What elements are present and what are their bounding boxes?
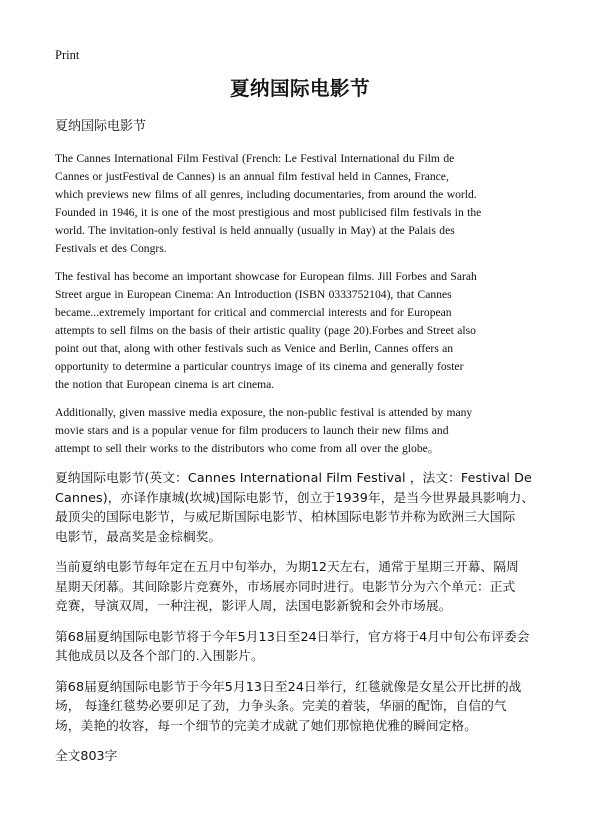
paragraph-line: 夏纳国际电影节(英文：Cannes International Film Festival ，法文：Festival De <box>55 470 532 485</box>
paragraph-line: Street argue in European Cinema: An Introduction (ISBN 0333752104), that Cannes <box>55 288 452 301</box>
paragraph-line: became...extremely important for critical and commercial interests and for European <box>55 306 452 319</box>
print-link[interactable]: Print <box>55 48 80 62</box>
paragraph-line: world. The invitation-only festival is held annually (usually in May) at the Palais des <box>55 224 455 237</box>
word-count: 全文803字 <box>55 748 118 763</box>
paragraph-line: 电影节，最高奖是金棕榈奖。 <box>55 528 222 544</box>
paragraph-line: 第68届夏纳国际电影节于今年5月13日至24日举行，红毯就像是女星公开比拼的战 <box>55 678 522 694</box>
article-body <box>55 150 550 765</box>
paragraph-line: 场，美艳的妆容，每一个细节的完美才成就了她们那惊艳优雅的瞬间定格。 <box>55 717 477 733</box>
paragraph-line: Additionally, given massive media exposure, the non-public festival is attended by many <box>55 406 473 419</box>
paragraph-line: Festivals et des Congrs. <box>55 242 167 255</box>
article-paragraph <box>55 627 550 666</box>
paragraph-line: 竞赛，导演双周，一种注视，影评人周，法国电影新貌和会外市场展。 <box>55 598 452 613</box>
paragraph-line: point out that, along with other festivals such as Venice and Berlin, Cannes offers an <box>55 342 454 355</box>
article-paragraph <box>55 150 550 258</box>
paragraph-line: The festival has become an important showcase for European films. Jill Forbes and Sarah <box>55 270 477 283</box>
paragraph-line: 其他成员以及各个部门的.入围影片。 <box>55 648 264 663</box>
article-paragraph <box>55 404 550 458</box>
paragraph-line: Founded in 1946, it is one of the most prestigious and most publicised film festivals in the <box>55 206 482 219</box>
paragraph-line: attempt to sell their works to the distributors who come from all over the globe。 <box>55 442 440 455</box>
article-paragraph <box>55 268 550 394</box>
paragraph-line: which previews new films of all genres, including documentaries, from around the world. <box>55 188 477 201</box>
article-paragraph <box>55 557 550 616</box>
article-paragraph <box>55 468 550 546</box>
paragraph-line: 第68届夏纳国际电影节将于今年5月13日至24日举行，官方将于4月中旬公布评委会 <box>55 628 530 644</box>
paragraph-line: Cannes)，亦译作康城(坎城)国际电影节，创立于1939年，是当今世界最具影响力、 <box>55 489 535 505</box>
paragraph-line: 星期天闭幕。其间除影片竞赛外，市场展亦同时进行。电影节分为六个单元：正式 <box>55 578 516 594</box>
paragraph-line: movie stars and is a popular venue for film producers to launch their new films and <box>55 424 449 437</box>
article-paragraph <box>55 677 550 736</box>
paragraph-line: opportunity to determine a particular countrys image of its cinema and generally foster <box>55 360 464 373</box>
paragraph-line: The Cannes International Film Festival (French: Le Festival International du Film de <box>55 152 455 165</box>
paragraph-line: Cannes or justFestival de Cannes) is an annual film festival held in Cannes, France, <box>55 170 449 183</box>
paragraph-line: 当前夏纳电影节每年定在五月中旬举办，为期12天左右，通常于星期三开幕、隔周 <box>55 559 519 574</box>
paragraph-line: 最顶尖的国际电影节，与威尼斯国际电影节、柏林国际电影节并称为欧洲三大国际 <box>55 509 516 524</box>
paragraph-line: the notion that European cinema is art cinema. <box>55 378 275 391</box>
page-title: 夏纳国际电影节 <box>229 77 370 100</box>
paragraph-line: 场， 每逢红毯势必要卯足了劲，力争头条。完美的着装，华丽的配饰，自信的气 <box>55 698 507 713</box>
paragraph-line: attempts to sell films on the basis of their artistic quality (page 20).Forbes and Street also <box>55 324 476 337</box>
article-subheading: 夏纳国际电影节 <box>55 119 147 134</box>
